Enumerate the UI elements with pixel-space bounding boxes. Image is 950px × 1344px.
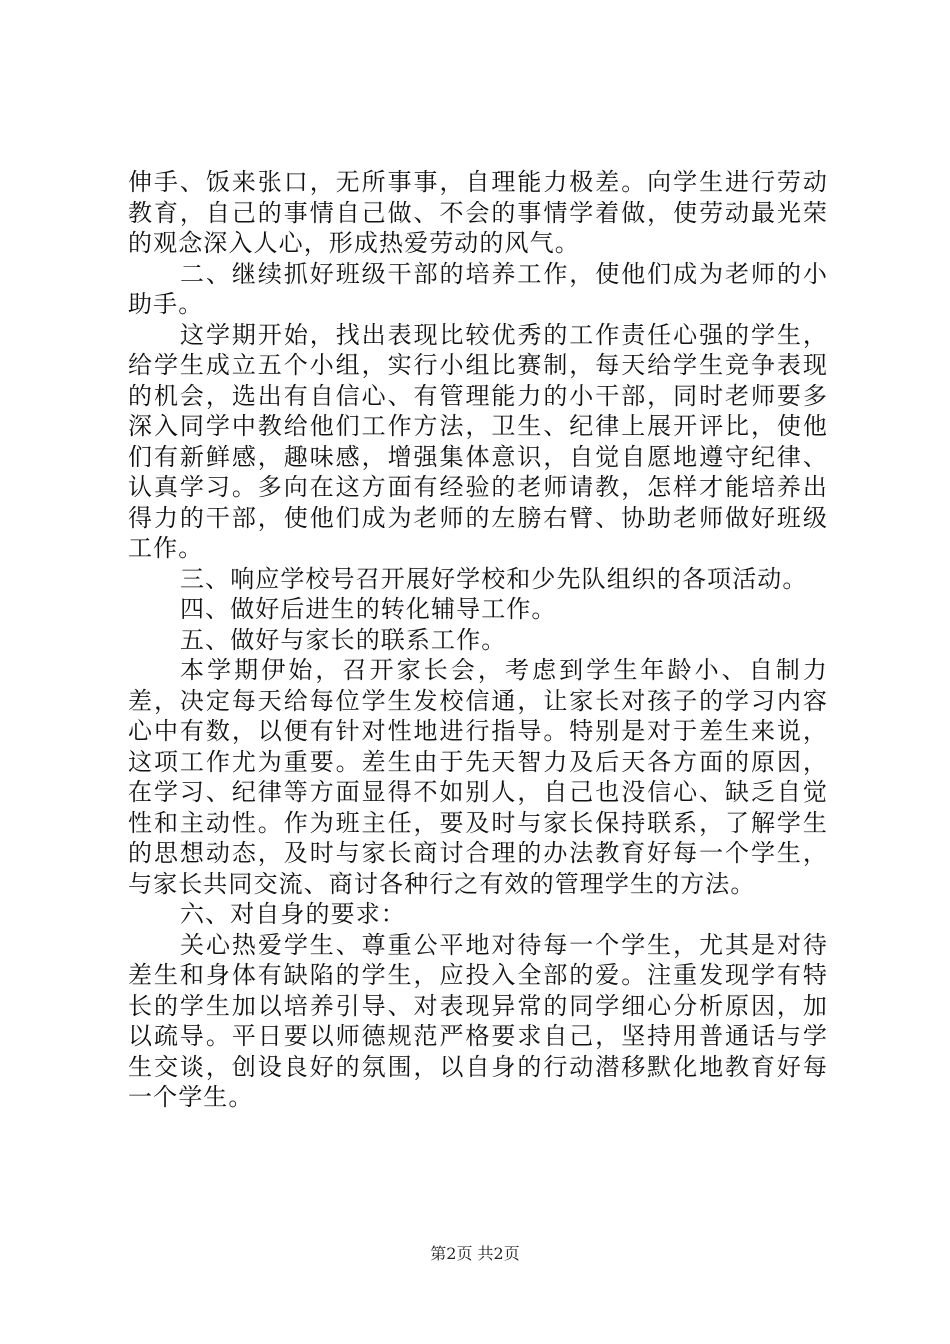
section-heading-4: 四、做好后进生的转化辅导工作。 <box>180 595 557 623</box>
section-heading-5: 五、做好与家长的联系工作。 <box>180 625 507 654</box>
document-body <box>128 167 828 1113</box>
page-number-footer: 第2页 共2页 <box>430 1244 520 1263</box>
paragraph: 伸手、饭来张口，无所事事，自理能力极差。向学生进行劳动教育，自己的事情自己做、不会的事情学着做，使劳动最光荣的观念深入人心，形成热爱劳动的风气。 <box>128 168 828 257</box>
section-heading-3: 三、响应学校号召开展好学校和少先队组织的各项活动。 <box>180 564 808 593</box>
section-heading-2: 二、继续抓好班级干部的培养工作，使他们成为老师的小助手。 <box>128 259 828 318</box>
paragraph: 本学期伊始，召开家长会，考虑到学生年龄小、自制力差，决定每天给每位学生发校信通，让家长对孩子的学习内容心中有数，以便有针对性地进行指导。特别是对于差生来说，这项工作尤为重要。差生由于先天智力及后天各方面的原因，在学习、纪律等方面显得不如别人，自己也没信心、缺乏自觉性和主动性。作为班主任，要及时与家长保持联系，了解学生的思想动态，及时与家长商讨合理的办法教育好每一个学生，与家长共同交流、商讨各种行之有效的管理学生的方法。 <box>128 656 828 898</box>
section-heading-6: 六、对自身的要求： <box>180 900 406 928</box>
paragraph: 这学期开始，找出表现比较优秀的工作责任心强的学生，给学生成立五个小组，实行小组比赛制，每天给学生竞争表现的机会，选出有自信心、有管理能力的小干部，同时老师要多深入同学中教给他们工作方法，卫生、纪律上展开评比，使他们有新鲜感，趣味感，增强集体意识，自觉自愿地遵守纪律、认真学习。多向在这方面有经验的老师请教，怎样才能培养出得力的干部，使他们成为老师的左膀右臂、协助老师做好班级工作。 <box>128 320 828 562</box>
paragraph: 关心热爱学生、尊重公平地对待每一个学生，尤其是对待差生和身体有缺陷的学生，应投入全部的爱。注重发现学有特长的学生加以培养引导、对表现异常的同学细心分析原因，加以疏导。平日要以师德规范严格要求自己，坚持用普通话与学生交谈，创设良好的氛围，以自身的行动潜移默化地教育好每一个学生。 <box>128 930 828 1111</box>
